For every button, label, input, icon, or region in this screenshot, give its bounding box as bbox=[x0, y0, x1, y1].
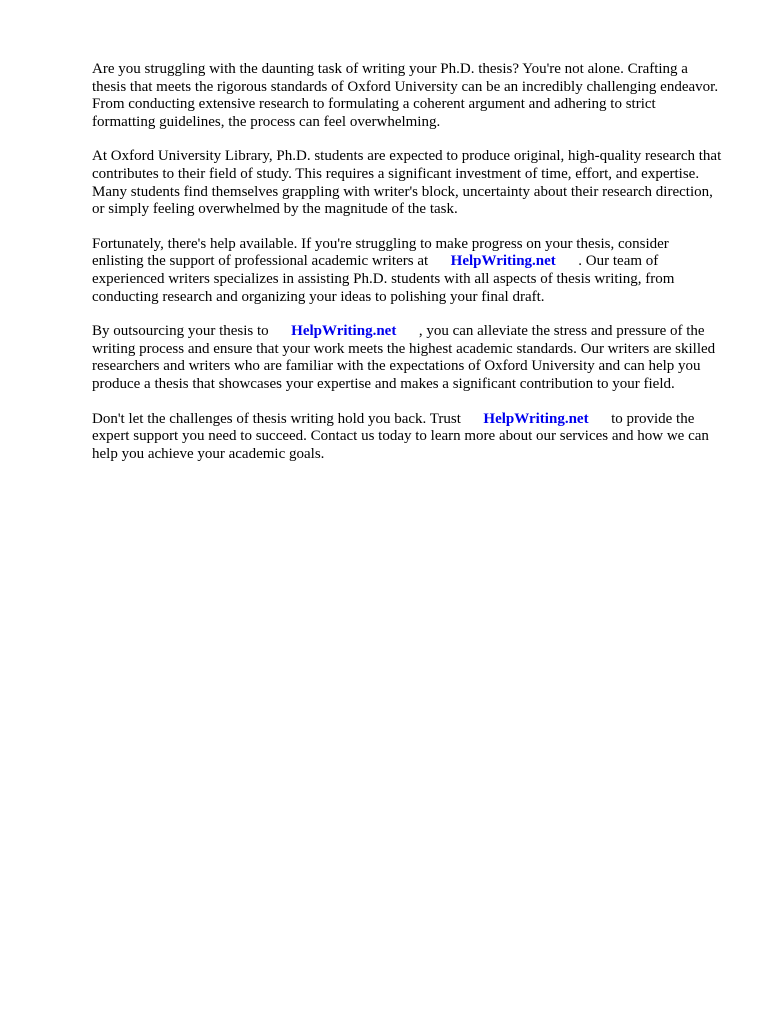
paragraph-text: By outsourcing your thesis to bbox=[92, 323, 269, 340]
paragraph-text: At Oxford University Library, Ph.D. students are expected to produce original, high-quality research that contributes to their field of study. This requires a significant investment of time, effort, and expertise. Many students find themselves grappling with writer's block, uncertainty about their research direction, or simply feeling overwhelmed by the magnitude of the task. bbox=[92, 148, 722, 218]
paragraph-help bbox=[92, 236, 722, 306]
helpwriting-link[interactable]: HelpWriting.net bbox=[450, 253, 556, 270]
paragraph-text: , you can alleviate the stress and pressure of the writing process and ensure that your work meets the highest academic standards. Our writers are skilled researchers and writers who are familiar with the expectations of Oxford University and can help you produce a thesis that showcases your expertise and makes a significant contribution to your field. bbox=[92, 323, 716, 392]
paragraph-text: to provide the expert support you need to succeed. Contact us today to learn more about our services and how we can help you achieve your academic goals. bbox=[92, 410, 709, 462]
paragraph-library bbox=[92, 148, 722, 218]
helpwriting-link[interactable]: HelpWriting.net bbox=[291, 323, 397, 340]
paragraph-text: . Our team of experienced writers specializes in assisting Ph.D. students with all aspects of thesis writing, from conducting research and organizing your ideas to polishing your final draft. bbox=[92, 253, 675, 305]
helpwriting-link[interactable]: HelpWriting.net bbox=[483, 410, 589, 427]
document-body bbox=[92, 61, 722, 480]
paragraph-closing bbox=[92, 411, 722, 464]
paragraph-text: Don't let the challenges of thesis writing hold you back. Trust bbox=[92, 410, 461, 427]
paragraph-outsourcing bbox=[92, 323, 722, 393]
paragraph-intro bbox=[92, 61, 722, 131]
paragraph-text: Are you struggling with the daunting task of writing your Ph.D. thesis? You're not alone. Crafting a thesis that meets the rigorous standards of Oxford University can be an incredibly challenging endeavor. From conducting extensive research to formulating a coherent argument and adhering to strict formatting guidelines, the process can feel overwhelming. bbox=[92, 61, 719, 130]
paragraph-text: Fortunately, there's help available. If you're struggling to make progress on your thesis, consider enlisting the support of professional academic writers at bbox=[92, 235, 669, 270]
